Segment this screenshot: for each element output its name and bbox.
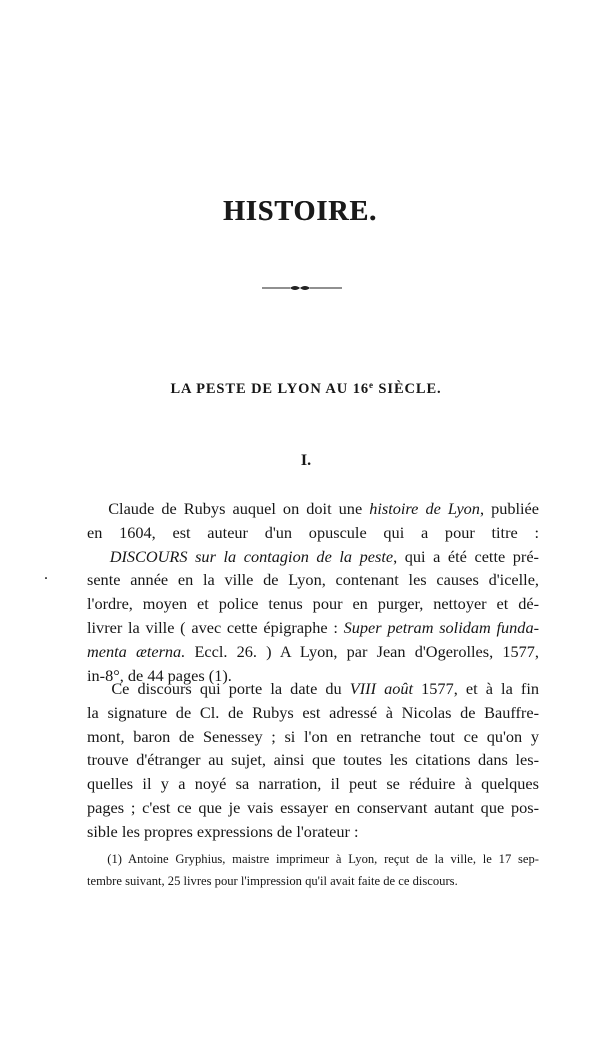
section-title bbox=[0, 380, 600, 398]
paragraph-1 bbox=[87, 497, 539, 687]
footnote-line bbox=[87, 848, 539, 870]
text-run: Ce discours qui porte la date du bbox=[111, 679, 350, 698]
text-run: (1) Antoine Gryphius, maistre imprimeur à Lyon, reçut de la ville, le 17 sep- bbox=[107, 852, 539, 866]
footnote bbox=[87, 848, 539, 892]
chapter-heading: HISTOIRE. bbox=[223, 196, 377, 227]
paragraph-line bbox=[87, 677, 539, 701]
italic-run: sur bbox=[187, 546, 224, 566]
paragraph-line bbox=[87, 545, 539, 569]
paragraph-line: sible les propres expressions de l'orateur : bbox=[87, 821, 359, 841]
paragraph-line: la signature de Cl. de Rubys est adressé à Nicolas de Bauffre- bbox=[87, 702, 539, 722]
paragraph-line: in-8°, de 44 pages (1). bbox=[87, 665, 232, 685]
text-run: Eccl. 26. ) A Lyon, par Jean d'Ogerolles, 1577, bbox=[185, 641, 539, 661]
paragraph-line: en 1604, est auteur d'un opuscule qui a pour titre : bbox=[87, 522, 539, 542]
text-run: , qui a été cette pré- bbox=[393, 546, 539, 566]
italic-run: histoire de Lyon bbox=[369, 499, 480, 518]
paragraph-line bbox=[87, 640, 539, 664]
paragraph-line bbox=[87, 616, 539, 640]
paragraph-line: quelles il y a noyé sa narration, il peut se réduire à quelques bbox=[87, 774, 539, 794]
text-run: livrer la ville ( avec cette épigraphe : bbox=[87, 617, 344, 637]
margin-mark: . bbox=[44, 566, 48, 583]
paragraph-line: mont, baron de Senessey ; si l'on en retranche tout ce qu'on y bbox=[87, 726, 539, 746]
paragraph-line: l'ordre, moyen et police tenus pour en purger, nettoyer et dé- bbox=[87, 594, 539, 614]
footnote-line: tembre suivant, 25 livres pour l'impression qu'il avait faite de ce discours. bbox=[87, 874, 458, 888]
text-run: 1577, et à la fin bbox=[413, 679, 539, 698]
text-run: Claude de Rubys auquel on doit une bbox=[108, 499, 370, 518]
italic-run: DISCOURS bbox=[109, 546, 188, 566]
paragraph-line bbox=[87, 497, 539, 521]
paragraph-line: trouve d'étranger au sujet, ainsi que toutes les citations dans les- bbox=[87, 750, 539, 770]
italic-run: Super petram solidam funda- bbox=[343, 617, 540, 637]
italic-run: VIII août bbox=[349, 679, 414, 698]
paragraph-line: pages ; c'est ce que je vais essayer en conservant autant que pos- bbox=[87, 797, 539, 817]
section-title-main: LA PESTE DE LYON AU 16 bbox=[170, 381, 369, 397]
ornament-divider bbox=[262, 283, 342, 293]
paragraph-line: sente année en la ville de Lyon, contenant les causes d'icelle, bbox=[87, 570, 539, 590]
section-title-superscript: e bbox=[369, 380, 374, 390]
section-number: I. bbox=[300, 452, 312, 469]
paragraph-2 bbox=[87, 677, 539, 844]
text-run: , publiée bbox=[479, 499, 540, 518]
italic-run: menta æterna. bbox=[87, 641, 186, 661]
italic-run: la contagion de la peste bbox=[223, 546, 394, 566]
section-title-end: SIÈCLE. bbox=[373, 381, 442, 397]
